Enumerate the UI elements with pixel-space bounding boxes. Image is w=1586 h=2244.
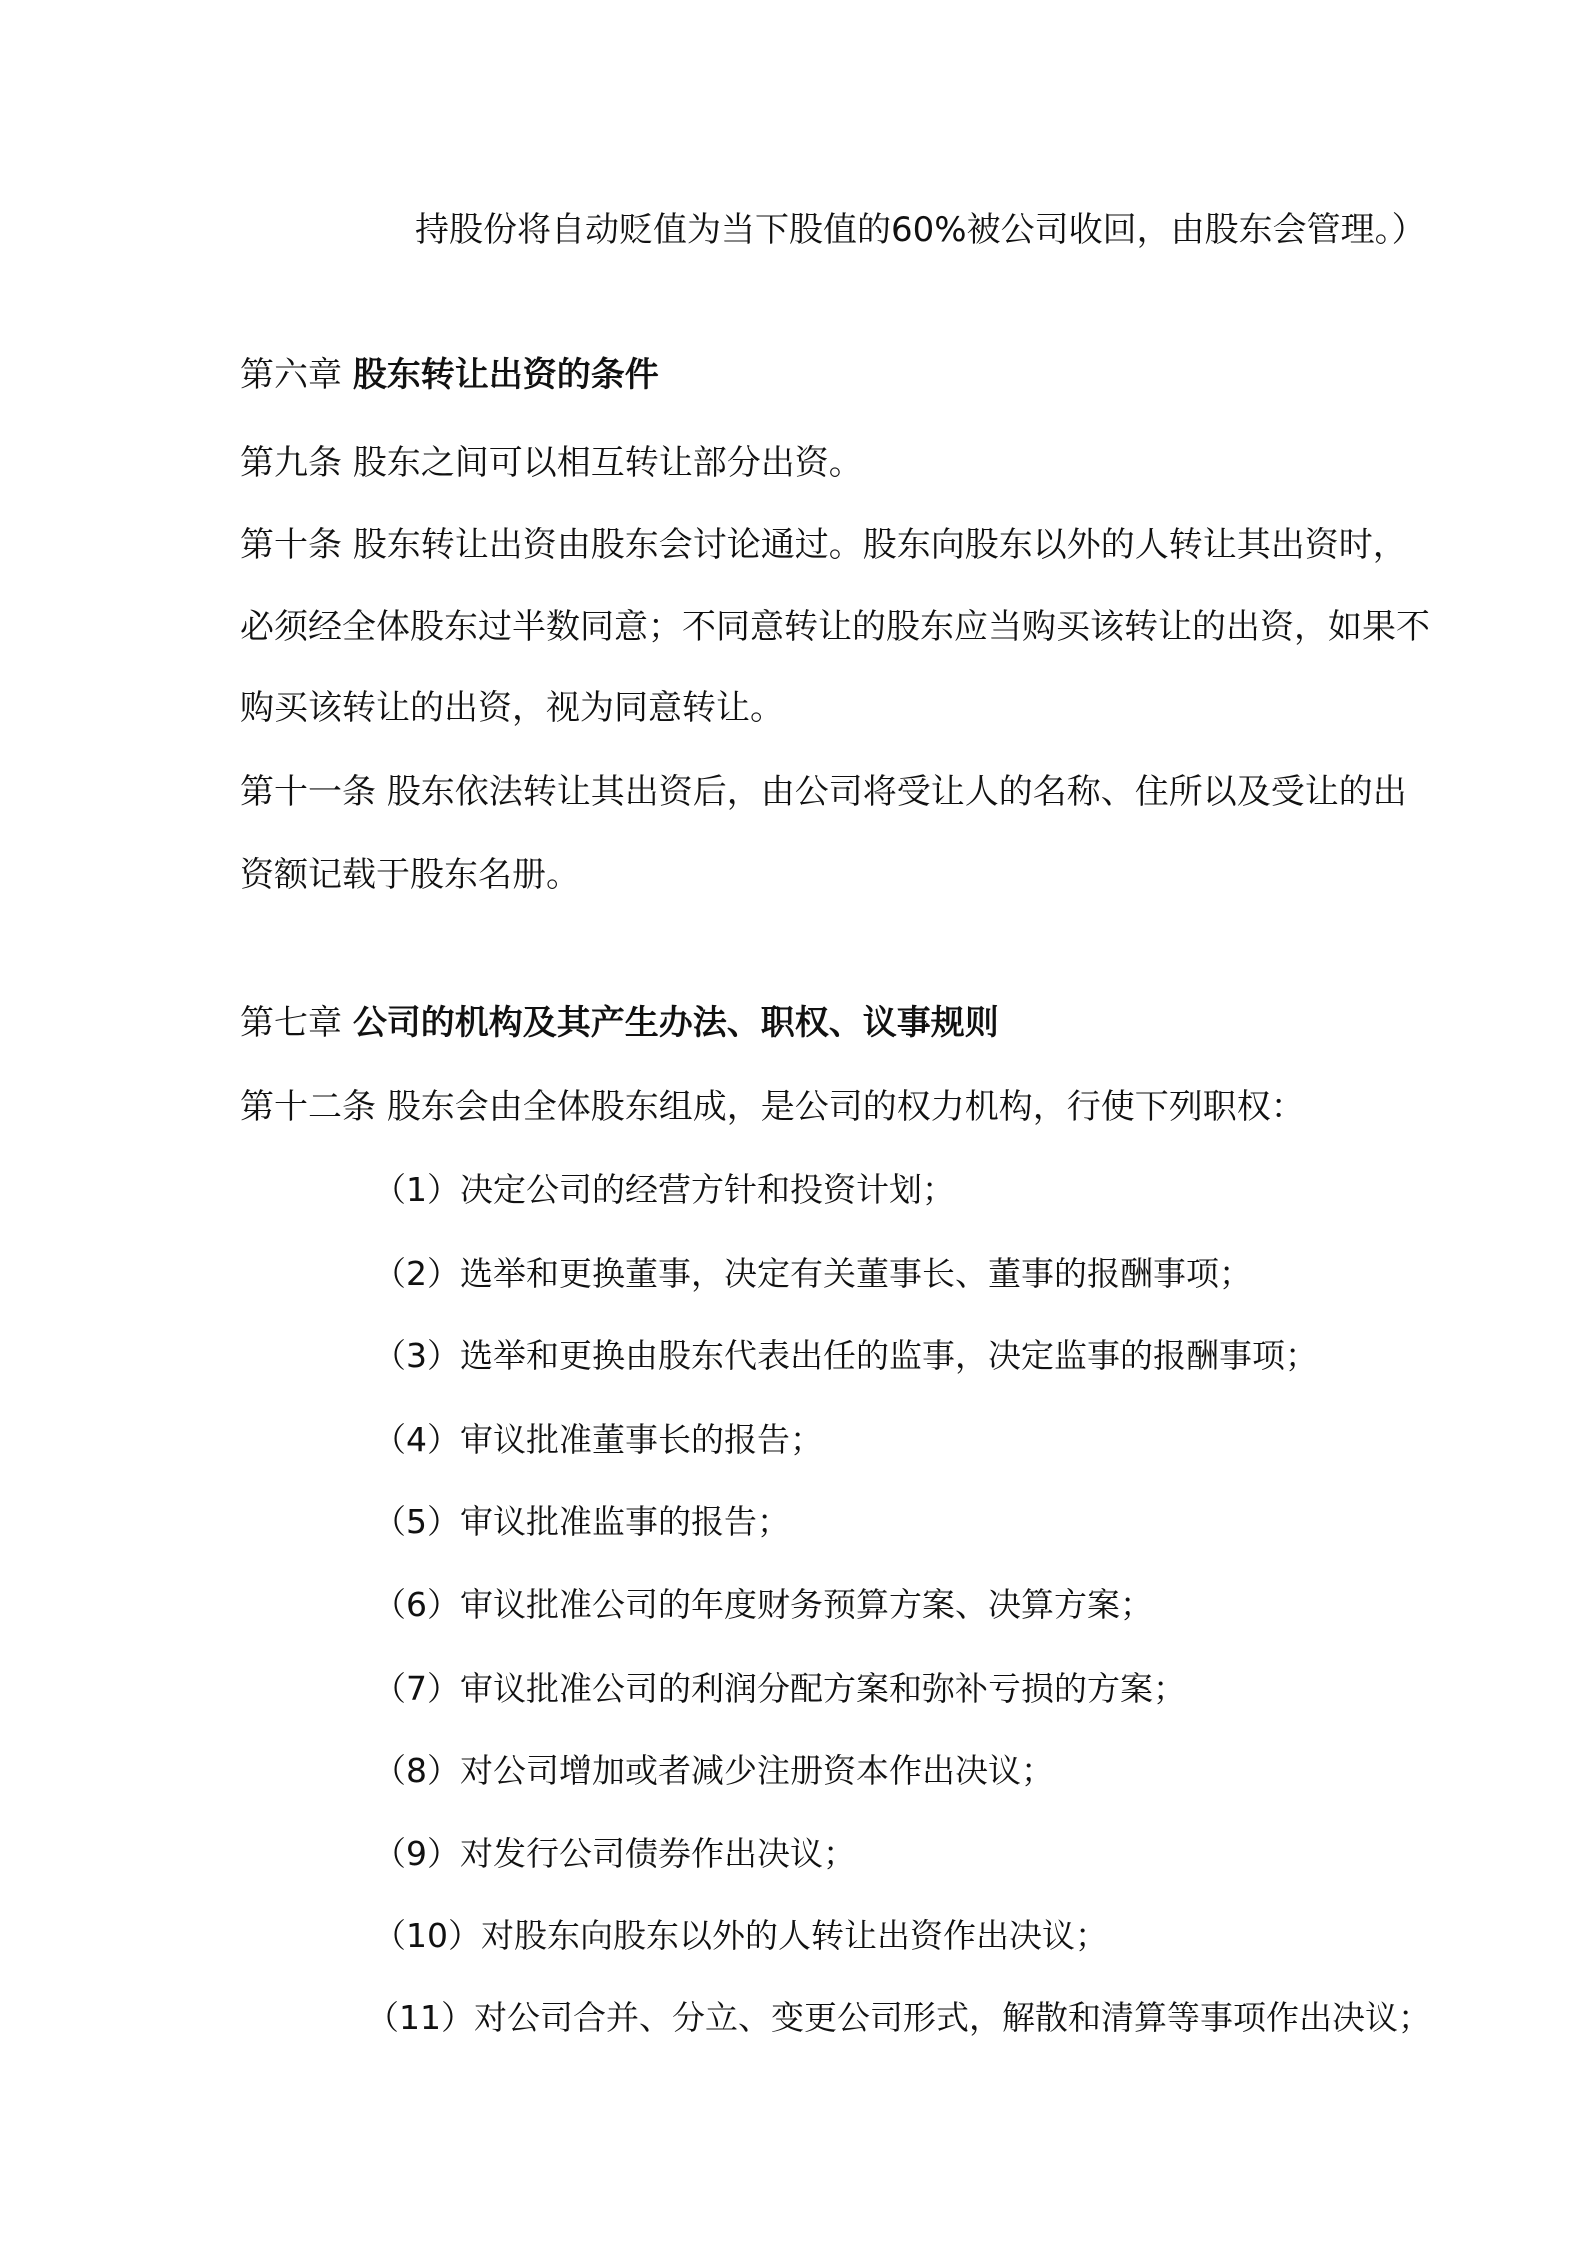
- chapter-7-title: 公司的机构及其产生办法、职权、议事规则: [352, 1003, 999, 1043]
- chapter-6-label: 第六章: [240, 355, 342, 395]
- article-12: [240, 1087, 1305, 1127]
- article-9-text: 股东之间可以相互转让部分出资。: [352, 443, 863, 483]
- continuation-text: 持股份将自动贬值为当下股值的60%被公司收回，由股东会管理。）: [415, 210, 1426, 250]
- list-item-1: （1）决定公司的经营方针和投资计划；: [373, 1170, 955, 1209]
- list-item-2: （2）选举和更换董事，决定有关董事长、董事的报酬事项；: [373, 1254, 1252, 1293]
- list-item-6: （6）审议批准公司的年度财务预算方案、决算方案；: [373, 1585, 1153, 1624]
- article-9: [240, 443, 863, 483]
- article-11-line-1: 股东依法转让其出资后，由公司将受让人的名称、住所以及受让的出: [386, 772, 1407, 812]
- article-11-label: 第十一条: [240, 772, 376, 812]
- article-12-label: 第十二条: [240, 1087, 376, 1127]
- list-item-4: （4）审议批准董事长的报告；: [373, 1420, 823, 1459]
- chapter-7-heading: [240, 1003, 999, 1043]
- chapter-6-title: 股东转让出资的条件: [352, 355, 659, 395]
- list-item-8: （8）对公司增加或者减少注册资本作出决议；: [373, 1751, 1054, 1790]
- list-item-7: （7）审议批准公司的利润分配方案和弥补亏损的方案；: [373, 1669, 1186, 1708]
- list-item-5: （5）审议批准监事的报告；: [373, 1502, 790, 1541]
- list-item-9: （9）对发行公司债券作出决议；: [373, 1834, 856, 1873]
- chapter-6-heading: [240, 355, 659, 395]
- chapter-7-label: 第七章: [240, 1003, 342, 1043]
- article-9-label: 第九条: [240, 443, 342, 483]
- article-10: [240, 525, 1407, 565]
- article-10-line-1: 股东转让出资由股东会讨论通过。股东向股东以外的人转让其出资时，: [352, 525, 1407, 565]
- article-10-line-2: 必须经全体股东过半数同意；不同意转让的股东应当购买该转让的出资，如果不: [240, 607, 1430, 647]
- list-item-3: （3）选举和更换由股东代表出任的监事，决定监事的报酬事项；: [373, 1336, 1318, 1375]
- list-item-10: （10）对股东向股东以外的人转让出资作出决议；: [373, 1916, 1108, 1955]
- article-10-label: 第十条: [240, 525, 342, 565]
- article-10-line-3: 购买该转让的出资，视为同意转让。: [240, 688, 784, 728]
- article-11-line-2: 资额记载于股东名册。: [240, 855, 580, 895]
- article-11: [240, 772, 1407, 812]
- article-12-text: 股东会由全体股东组成，是公司的权力机构，行使下列职权：: [386, 1087, 1305, 1127]
- list-item-11: （11）对公司合并、分立、变更公司形式，解散和清算等事项作出决议；: [366, 1998, 1431, 2037]
